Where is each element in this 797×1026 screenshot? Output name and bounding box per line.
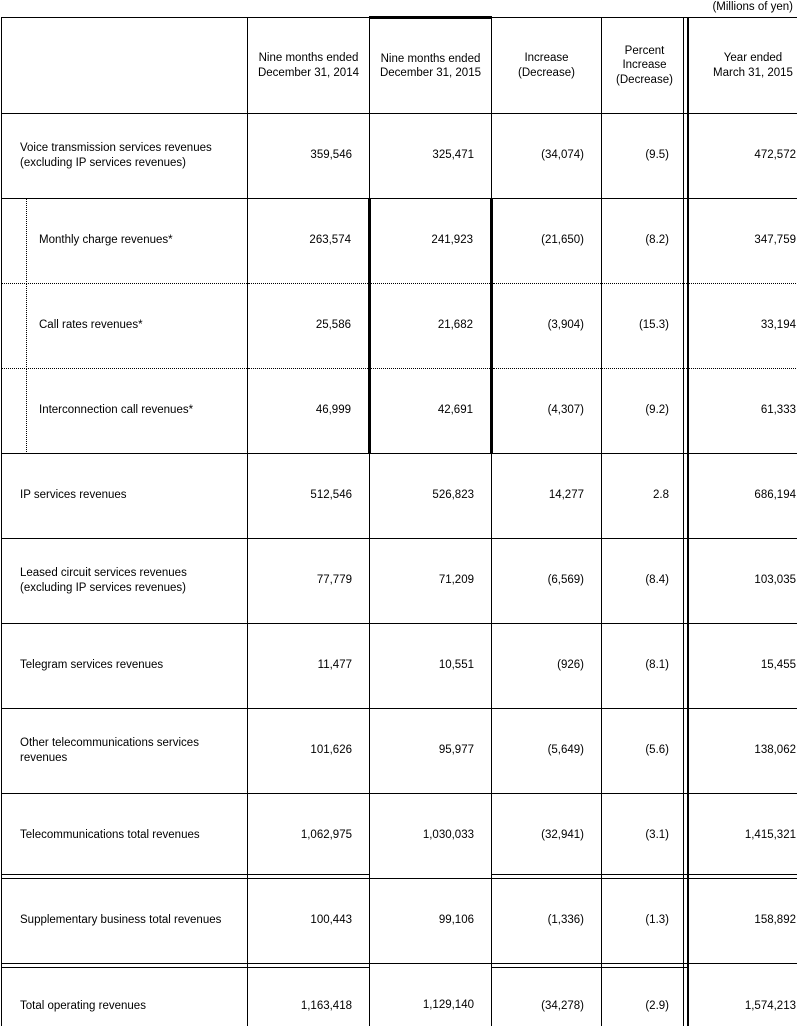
row-label-telegram bbox=[2, 624, 248, 709]
cell-year-ended bbox=[688, 624, 797, 709]
header-cell-fy2014 bbox=[248, 18, 370, 114]
row-label-leased-circuit bbox=[2, 539, 248, 624]
cell-year-ended bbox=[688, 284, 797, 369]
row-label-line1: Telegram services revenues bbox=[20, 659, 164, 672]
header-fy2014-line2: December 31, 2014 bbox=[257, 66, 359, 79]
value-percent: (9.5) bbox=[645, 149, 669, 162]
cell-percent bbox=[602, 454, 688, 539]
cell-year-ended bbox=[688, 114, 797, 199]
value-fy2015: 95,977 bbox=[438, 744, 474, 757]
cell-fy2015 bbox=[370, 114, 492, 199]
value-fy2014: 359,546 bbox=[310, 149, 352, 162]
cell-fy2014 bbox=[248, 114, 370, 199]
row-label-call-rates bbox=[2, 284, 248, 369]
table-row bbox=[2, 114, 797, 199]
row-label-voice-transmission bbox=[2, 114, 248, 199]
row-label-ip-services bbox=[2, 454, 248, 539]
cell-increase bbox=[492, 454, 602, 539]
value-year-ended: 61,333 bbox=[760, 404, 796, 417]
value-increase: 14,277 bbox=[548, 489, 584, 502]
row-label-line2: (excluding IP services revenues) bbox=[20, 582, 186, 594]
cell-increase bbox=[492, 199, 602, 284]
double-rule-bottom bbox=[601, 967, 688, 968]
cell-percent bbox=[602, 879, 688, 964]
cell-increase bbox=[492, 624, 602, 709]
value-increase: (34,074) bbox=[541, 149, 584, 162]
row-label-line2: revenues bbox=[20, 752, 68, 764]
value-percent: (8.2) bbox=[645, 234, 669, 247]
row-label-line1: Telecommunications total revenues bbox=[20, 829, 200, 842]
value-year-ended: 103,035 bbox=[754, 574, 796, 587]
table-row bbox=[2, 199, 797, 284]
table-row bbox=[2, 454, 797, 539]
header-year-line1: Year ended bbox=[723, 52, 783, 64]
value-percent: (3.1) bbox=[645, 829, 669, 842]
table-row bbox=[2, 539, 797, 624]
value-year-ended: 158,892 bbox=[754, 914, 796, 927]
table-row bbox=[2, 879, 797, 964]
cell-percent bbox=[602, 794, 688, 879]
row-label-line1: Interconnection call revenues* bbox=[39, 404, 194, 417]
cell-fy2015 bbox=[370, 454, 492, 539]
value-percent: (15.3) bbox=[638, 319, 669, 332]
row-label-line2: (excluding IP services revenues) bbox=[20, 157, 186, 169]
cell-year-ended bbox=[688, 454, 797, 539]
row-label-line1: Total operating revenues bbox=[20, 999, 146, 1012]
value-increase: (926) bbox=[557, 659, 584, 672]
value-increase: (32,941) bbox=[541, 829, 584, 842]
header-increase-line1: Increase bbox=[524, 52, 569, 64]
cell-fy2015 bbox=[370, 624, 492, 709]
cell-year-ended bbox=[688, 709, 797, 794]
value-percent: (1.3) bbox=[645, 914, 669, 927]
value-increase: (34,278) bbox=[541, 999, 584, 1012]
cell-percent bbox=[602, 964, 688, 1026]
value-fy2015: 241,923 bbox=[431, 234, 473, 247]
cell-percent bbox=[602, 539, 688, 624]
cell-fy2014 bbox=[248, 284, 370, 369]
row-label-line1: Monthly charge revenues* bbox=[39, 234, 173, 247]
cell-fy2015 bbox=[370, 539, 492, 624]
units-note: (Millions of yen) bbox=[712, 1, 793, 13]
value-fy2015: 526,823 bbox=[432, 489, 474, 502]
row-label-supplementary-total bbox=[2, 879, 248, 964]
cell-percent bbox=[602, 709, 688, 794]
double-rule-top bbox=[491, 874, 602, 875]
cell-fy2015 bbox=[370, 284, 492, 369]
double-rule-bottom bbox=[491, 967, 602, 968]
double-rule-bottom bbox=[1, 967, 248, 968]
value-year-ended: 138,062 bbox=[754, 744, 796, 757]
header-percent-line2: Increase bbox=[622, 59, 667, 72]
table-row bbox=[2, 964, 797, 1026]
row-label-line1: IP services revenues bbox=[20, 489, 127, 502]
value-percent: (5.6) bbox=[645, 744, 669, 757]
value-fy2015: 42,691 bbox=[437, 404, 473, 417]
cell-year-ended bbox=[688, 794, 797, 879]
cell-fy2014 bbox=[248, 794, 370, 879]
value-year-ended: 347,759 bbox=[754, 234, 796, 247]
value-year-ended: 472,572 bbox=[754, 149, 796, 162]
cell-year-ended bbox=[688, 369, 797, 454]
cell-fy2015 bbox=[370, 794, 492, 879]
value-percent: (8.4) bbox=[645, 574, 669, 587]
value-fy2014: 100,443 bbox=[310, 914, 352, 927]
header-fy2014-line1: Nine months ended bbox=[258, 52, 359, 64]
value-fy2015: 71,209 bbox=[438, 574, 474, 587]
value-percent: (8.1) bbox=[645, 659, 669, 672]
cell-fy2015 bbox=[370, 879, 492, 964]
sub-group-bracket bbox=[26, 199, 27, 284]
value-fy2015: 325,471 bbox=[432, 149, 474, 162]
table-row bbox=[2, 624, 797, 709]
cell-year-ended bbox=[688, 539, 797, 624]
value-percent: (2.9) bbox=[645, 999, 669, 1012]
cell-fy2014 bbox=[248, 199, 370, 284]
double-rule-top bbox=[1, 874, 248, 875]
row-label-total-operating bbox=[2, 964, 248, 1026]
value-fy2014: 263,574 bbox=[309, 234, 351, 247]
cell-fy2015 bbox=[370, 199, 492, 284]
cell-increase bbox=[492, 879, 602, 964]
cell-fy2015 bbox=[370, 964, 492, 1026]
cell-increase bbox=[492, 709, 602, 794]
value-increase: (4,307) bbox=[547, 404, 584, 417]
cell-fy2014 bbox=[248, 624, 370, 709]
row-label-monthly-charge bbox=[2, 199, 248, 284]
cell-increase bbox=[492, 369, 602, 454]
value-fy2014: 46,999 bbox=[315, 404, 351, 417]
value-percent: 2.8 bbox=[653, 489, 669, 502]
header-percent-line3: (Decrease) bbox=[616, 73, 673, 86]
cell-increase bbox=[492, 539, 602, 624]
header-increase-line2: (Decrease) bbox=[518, 66, 575, 79]
value-year-ended: 15,455 bbox=[760, 659, 796, 672]
cell-fy2015 bbox=[370, 369, 492, 454]
table-row bbox=[2, 369, 797, 454]
double-rule-top bbox=[601, 874, 688, 875]
double-rule-top bbox=[687, 874, 797, 875]
cell-percent bbox=[602, 284, 688, 369]
value-fy2015: 1,129,140 bbox=[422, 999, 474, 1012]
value-percent: (9.2) bbox=[645, 404, 669, 417]
cell-year-ended bbox=[688, 964, 797, 1026]
value-increase: (21,650) bbox=[541, 234, 584, 247]
header-cell-percent bbox=[602, 18, 688, 114]
table-row bbox=[2, 794, 797, 879]
value-fy2015: 1,030,033 bbox=[422, 829, 474, 842]
cell-fy2014 bbox=[248, 454, 370, 539]
row-label-telecom-total bbox=[2, 794, 248, 879]
cell-fy2014 bbox=[248, 709, 370, 794]
value-year-ended: 686,194 bbox=[754, 489, 796, 502]
row-label-line1: Call rates revenues* bbox=[39, 319, 143, 332]
cell-percent bbox=[602, 199, 688, 284]
row-label-line1: Leased circuit services revenues bbox=[20, 566, 187, 579]
header-fy2015-line1: Nine months ended bbox=[380, 52, 481, 65]
value-fy2015: 10,551 bbox=[438, 659, 474, 672]
operating-revenues-table bbox=[1, 16, 797, 1026]
cell-percent bbox=[602, 114, 688, 199]
cell-percent bbox=[602, 624, 688, 709]
cell-fy2014 bbox=[248, 369, 370, 454]
row-label-other-telecom bbox=[2, 709, 248, 794]
cell-year-ended bbox=[688, 199, 797, 284]
value-fy2015: 21,682 bbox=[437, 319, 473, 332]
double-rule-bottom bbox=[247, 967, 370, 968]
value-increase: (5,649) bbox=[547, 744, 584, 757]
table-container bbox=[0, 16, 797, 1026]
value-fy2014: 1,163,418 bbox=[300, 999, 352, 1012]
sub-group-bracket bbox=[26, 283, 27, 369]
row-label-interconnection-call bbox=[2, 369, 248, 454]
header-cell-increase bbox=[492, 18, 602, 114]
value-fy2014: 1,062,975 bbox=[300, 829, 352, 842]
row-label-line1: Voice transmission services revenues bbox=[20, 141, 212, 154]
value-fy2014: 25,586 bbox=[315, 319, 351, 332]
value-year-ended: 1,415,321 bbox=[744, 829, 796, 842]
cell-percent bbox=[602, 369, 688, 454]
value-increase: (1,336) bbox=[547, 914, 584, 927]
cell-fy2014 bbox=[248, 964, 370, 1026]
value-increase: (3,904) bbox=[547, 319, 584, 332]
value-fy2014: 77,779 bbox=[316, 574, 352, 587]
double-rule-top bbox=[247, 874, 370, 875]
cell-fy2015 bbox=[370, 709, 492, 794]
cell-increase bbox=[492, 114, 602, 199]
value-fy2014: 11,477 bbox=[317, 659, 352, 672]
value-fy2015: 99,106 bbox=[438, 914, 474, 927]
cell-fy2014 bbox=[248, 539, 370, 624]
value-year-ended: 1,574,213 bbox=[744, 999, 796, 1012]
sub-group-bracket bbox=[26, 368, 27, 454]
table-header-row bbox=[2, 18, 797, 114]
value-fy2014: 101,626 bbox=[310, 744, 352, 757]
header-cell-fy2015 bbox=[370, 18, 492, 114]
header-year-line2: March 31, 2015 bbox=[713, 66, 793, 79]
header-fy2015-line2: December 31, 2015 bbox=[379, 67, 481, 79]
table-row bbox=[2, 709, 797, 794]
header-cell-year-ended bbox=[688, 18, 797, 114]
row-label-line1: Supplementary business total revenues bbox=[20, 914, 222, 927]
table-row bbox=[2, 284, 797, 369]
value-increase: (6,569) bbox=[547, 574, 584, 587]
header-percent-line1: Percent bbox=[624, 44, 665, 57]
cell-increase bbox=[492, 964, 602, 1026]
header-cell-label bbox=[2, 18, 248, 114]
value-fy2014: 512,546 bbox=[310, 489, 352, 502]
cell-year-ended bbox=[688, 879, 797, 964]
cell-increase bbox=[492, 794, 602, 879]
cell-increase bbox=[492, 284, 602, 369]
row-label-line1: Other telecommunications services bbox=[20, 736, 199, 749]
cell-fy2014 bbox=[248, 879, 370, 964]
value-year-ended: 33,194 bbox=[760, 319, 796, 332]
